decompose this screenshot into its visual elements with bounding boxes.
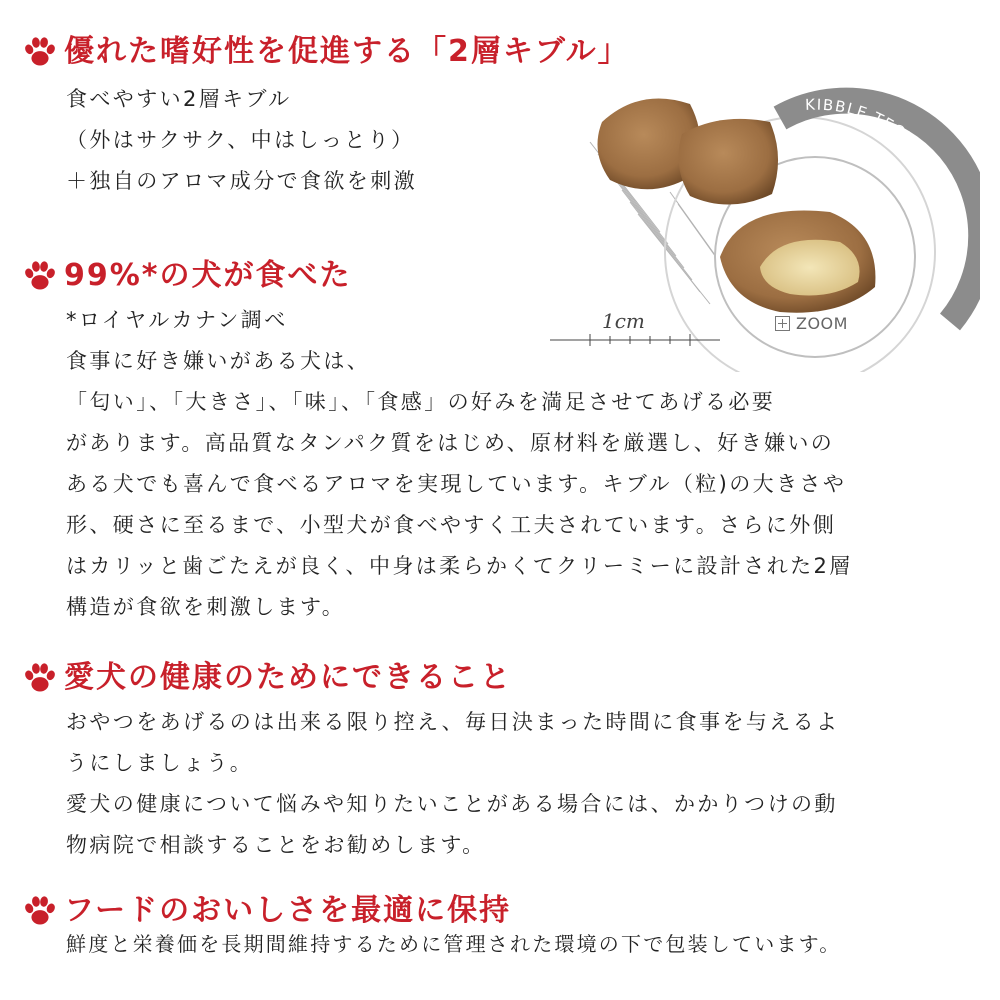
body-line: *ロイヤルカナン調べ: [66, 308, 288, 332]
paw-icon: [22, 258, 58, 294]
zoom-label: ZOOM: [796, 314, 848, 333]
section-title: 99%*の犬が食べた: [64, 258, 352, 293]
paw-icon: [22, 893, 58, 929]
section-heading-2: [22, 258, 352, 294]
body-line: ＋独自のアロマ成分で食欲を刺激: [66, 169, 417, 193]
section-body-2: [66, 300, 853, 628]
paw-icon: [22, 34, 58, 70]
body-line: おやつをあげるのは出来る限り控え、毎日決まった時間に食事を与えるよ: [66, 710, 840, 734]
body-line: （外はサクサク、中はしっとり）: [66, 128, 415, 152]
section-body-3: [66, 702, 839, 866]
section-title: 愛犬の健康のためにできること: [64, 660, 512, 695]
body-line: があります。高品質なタンパク質をはじめ、原材料を厳選し、好き嫌いの: [66, 431, 835, 455]
paw-icon: [22, 660, 58, 696]
body-line: 食事に好き嫌いがある犬は、: [66, 349, 371, 373]
body-line: 食べやすい2層キブル: [66, 87, 292, 111]
body-line: 構造が食欲を刺激します。: [66, 595, 346, 619]
section-body-1: [66, 79, 417, 202]
body-line: うにしましょう。: [66, 751, 254, 775]
body-line: 物病院で相談することをお勧めします。: [66, 833, 486, 857]
body-line: 愛犬の健康について悩みや知りたいことがある場合には、かかりつけの動: [66, 792, 838, 816]
arc-label: KIBBLE TECHNOLOGY: [804, 95, 962, 208]
section-heading-1: [22, 34, 630, 70]
body-line: 形、硬さに至るまで、小型犬が食べやすく工夫されています。さらに外側: [66, 513, 837, 537]
section-body-4: [66, 924, 841, 965]
scale-label: 1cm: [602, 309, 645, 333]
body-line: ある犬でも喜んで食べるアロマを実現しています。キブル（粒)の大きさや: [66, 472, 847, 496]
body-line: 鮮度と栄養価を長期間維持するために管理された環境の下で包装しています。: [66, 932, 842, 956]
section-title: フードのおいしさを最適に保持: [64, 893, 512, 928]
section-title: 優れた嗜好性を促進する「2層キブル」: [64, 34, 630, 69]
body-line: 「匂い」、「大きさ」、「味」、「食感」の好みを満足させてあげる必要: [66, 390, 776, 414]
body-line: はカリッと歯ごたえが良く、中身は柔らかくてクリーミーに設計された2層: [66, 554, 853, 578]
section-heading-3: [22, 660, 512, 696]
